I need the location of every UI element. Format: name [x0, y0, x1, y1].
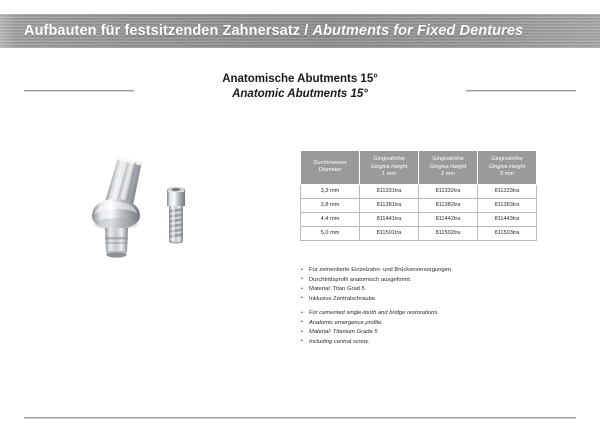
- column-header-gingiva-height-3mm: [478, 151, 537, 185]
- column-header-gh3-en: Gingiva Height: [488, 163, 526, 170]
- cell-article-number: 811503tra: [478, 226, 537, 240]
- column-header-diameter-de: Durchmesser: [313, 159, 347, 166]
- column-header-gh2-de: Gingivahöhe: [432, 156, 464, 162]
- cell-diameter: 5,0 mm: [301, 226, 360, 240]
- list-item: • Including central screw.: [300, 338, 439, 348]
- list-item: • For cemented single-tooth and bridge restorations.: [300, 309, 439, 319]
- cell-diameter: 3,3 mm: [301, 184, 360, 198]
- list-item: • Inklusive Zentralschraube.: [300, 295, 453, 305]
- table-header-row: [301, 151, 537, 185]
- table-row: [301, 198, 537, 212]
- column-header-gh3-de: Gingivahöhe: [491, 156, 523, 162]
- abutment-illustration: [72, 142, 204, 260]
- page-title: [150, 72, 450, 102]
- cell-article-number: 811331tra: [360, 184, 419, 198]
- cell-article-number: 811442tra: [419, 212, 478, 226]
- cell-diameter: 3,8 mm: [301, 198, 360, 212]
- feature-list-german: [300, 266, 453, 304]
- list-item: • Anatomic emergence profile.: [300, 319, 439, 329]
- banner-title-en: Abutments for Fixed Dentures: [312, 23, 524, 39]
- column-header-gh1-unit: 1 mm: [382, 171, 396, 178]
- banner-title: [24, 14, 523, 48]
- abutment-base: [105, 228, 128, 258]
- table-row: [301, 226, 537, 240]
- specification-table: [300, 150, 537, 241]
- column-header-gh2-en: Gingiva Height: [429, 163, 467, 170]
- column-header-gh2-unit: 2 mm: [441, 171, 455, 178]
- banner-title-de: Aufbauten für festsitzenden Zahnersatz: [24, 23, 301, 39]
- cell-article-number: 811502tra: [419, 226, 478, 240]
- product-title-en: Anatomic Abutments 15°: [232, 88, 368, 100]
- column-header-diameter: [301, 151, 360, 185]
- cell-article-number: 811382tra: [419, 198, 478, 212]
- product-photo: [72, 142, 204, 260]
- cell-article-number: 811332tra: [419, 184, 478, 198]
- abutment-collar: [92, 199, 140, 230]
- list-item: • Material: Titan Grad 5: [300, 285, 453, 295]
- footer-rule: [24, 417, 576, 419]
- title-rule-right: [466, 90, 576, 92]
- title-rule-left: [24, 90, 134, 92]
- cell-article-number: 811441tra: [360, 212, 419, 226]
- page-header-banner: [0, 14, 600, 48]
- list-item: • Für zementierte Einzelzahn- und Brückenversorgungen.: [300, 266, 453, 276]
- column-header-gingiva-height-1mm: [360, 151, 419, 185]
- column-header-diameter-en: Diameter: [318, 167, 342, 174]
- central-screw: [167, 187, 185, 243]
- cell-article-number: 811383tra: [478, 198, 537, 212]
- list-item: • Material: Titanium Grade 5: [300, 328, 439, 338]
- table-row: [301, 184, 537, 198]
- product-title-de: Anatomische Abutments 15°: [222, 73, 378, 85]
- cell-article-number: 811333tra: [478, 184, 537, 198]
- column-header-gh1-en: Gingiva Height: [370, 163, 408, 170]
- column-header-gh3-unit: 3 mm: [500, 171, 514, 178]
- cell-article-number: 811501tra: [360, 226, 419, 240]
- feature-list-english: [300, 309, 439, 347]
- cell-article-number: 811381tra: [360, 198, 419, 212]
- column-header-gingiva-height-2mm: [419, 151, 478, 185]
- column-header-gh1-de: Gingivahöhe: [373, 156, 405, 162]
- cell-diameter: 4,4 mm: [301, 212, 360, 226]
- table-row: [301, 212, 537, 226]
- banner-title-separator: /: [300, 23, 313, 39]
- cell-article-number: 811443tra: [478, 212, 537, 226]
- list-item: • Durchtrittsprofil anatomisch ausgeformt.: [300, 276, 453, 286]
